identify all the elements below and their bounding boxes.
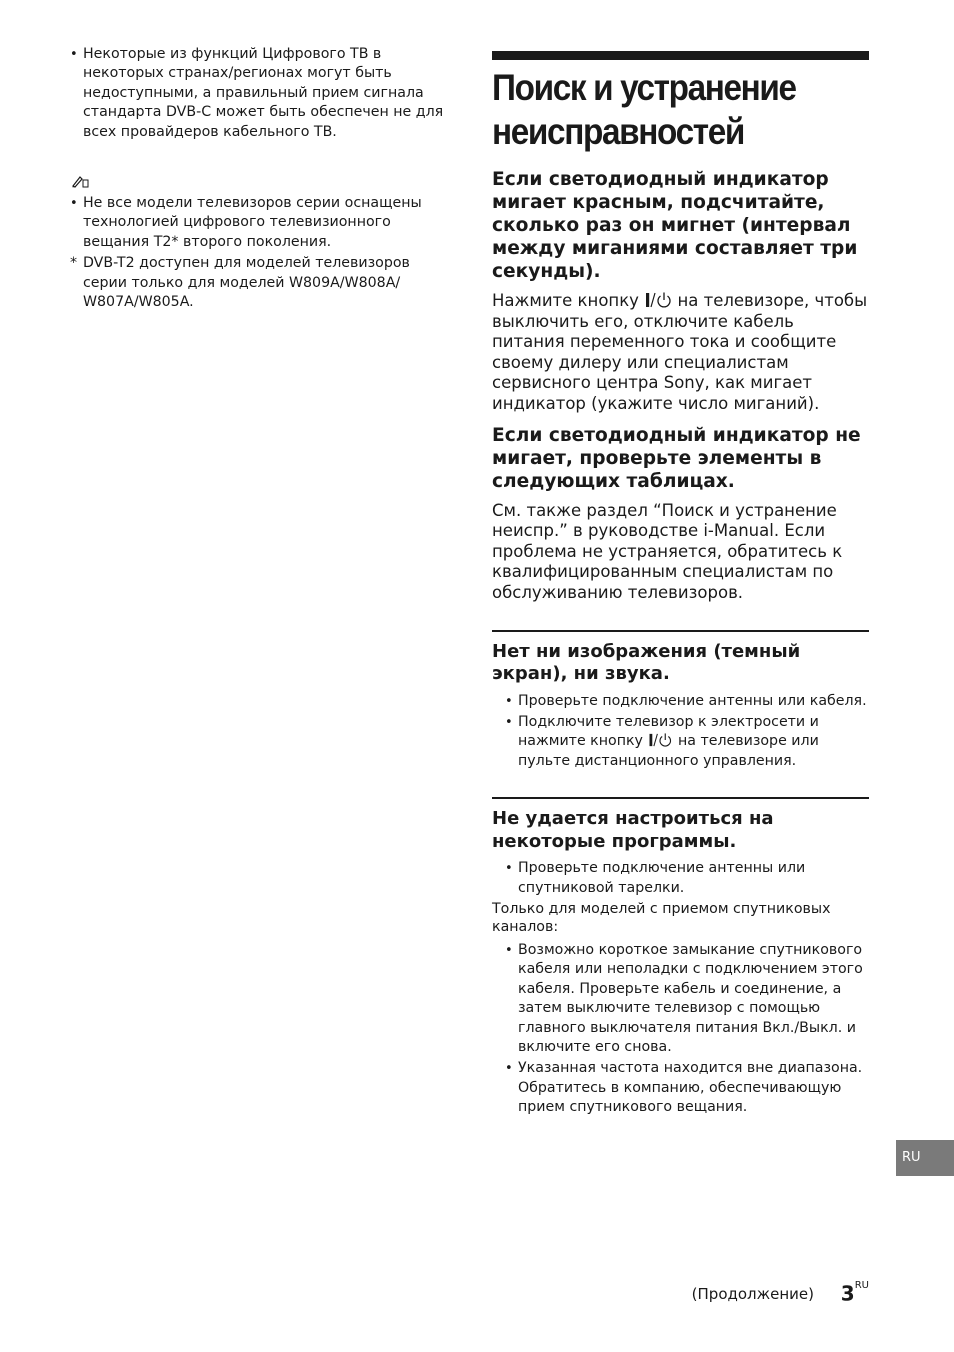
right-column <box>492 51 869 1120</box>
list-item <box>505 713 869 771</box>
list-item-text: Некоторые из функций Цифрового ТВ в некоторых странах/регионах могут быть недоступными, а правильный прием сигнала стандарта DVB-C может быть обеспечен не для всех провайдеров кабельного ТВ. <box>83 46 444 140</box>
page-footer <box>692 1280 869 1306</box>
bullet-mark: • <box>505 861 513 877</box>
list-item <box>505 941 869 1057</box>
list-item <box>505 1059 869 1117</box>
list-item-text: Не все модели телевизоров серии оснащены технологией цифрового телевизионного вещания T2* второго поколения. <box>83 195 422 250</box>
satellite-note: Только для моделей с приемом спутниковых каналов: <box>492 900 831 935</box>
list-item-text: Подключите телевизор к электросети и нажмите кнопку <box>518 713 819 750</box>
footnote <box>70 254 450 312</box>
continued-label: (Продолжение) <box>691 1284 815 1303</box>
list-item-text: на телевизоре или пульте дистанционного управления. <box>518 733 819 769</box>
noblink-text: См. также раздел “Поиск и устранение неиспр.” в руководстве i-Manual. Если проблема не устраняется, обратитесь к квалифицированным специалистам по обслуживанию телевизоров. <box>492 500 843 602</box>
footnote-text: DVB-T2 доступен для моделей телевизоров серии только для моделей W809A/W808A/ W807A/W805A. <box>83 255 410 311</box>
bullet-mark: • <box>70 196 78 212</box>
list-item <box>70 194 450 252</box>
bullet-mark: • <box>505 1061 513 1077</box>
page-number: 3 <box>840 1281 855 1306</box>
power-standby-icon <box>644 292 672 308</box>
bullet-mark: • <box>70 47 78 62</box>
noblink-heading: Если светодиодный индикатор не мигает, проверьте элементы в следующих таблицах. <box>492 424 861 492</box>
section-title: Не удается настроиться на некоторые программы. <box>492 808 774 852</box>
pencil-note-icon <box>71 174 89 188</box>
bullet-mark: • <box>505 942 513 958</box>
blink-heading: Если светодиодный индикатор мигает красным, подсчитайте, сколько раз он мигнет (интервал между миганиями составляет три секунды). <box>492 169 858 282</box>
list-item-text: Указанная частота находится вне диапазона. Обратитесь в компанию, обеспечивающую прием спутникового вещания. <box>518 1060 863 1116</box>
list-item <box>505 692 869 711</box>
bullet-mark: • <box>505 693 513 709</box>
list-item <box>70 45 450 142</box>
list-item-text: Проверьте подключение антенны или спутниковой тарелки. <box>518 860 806 896</box>
blink-text-after: на телевизоре, чтобы выключить его, отключите кабель питания переменного тока и сообщите своему дилеру или специалистам сервисного центра Sony, как мигает индикатор (укажите число миганий). <box>492 291 868 413</box>
page-number-suffix: RU <box>854 1280 869 1291</box>
power-standby-icon <box>647 733 673 747</box>
blink-text <box>492 291 869 415</box>
left-column <box>70 45 450 312</box>
section-some-channels <box>492 797 869 1117</box>
list-item-text: Возможно короткое замыкание спутникового кабеля или неполадки с подключением этого кабеля. Проверьте кабель и соединение, а затем выключите телевизор с помощью главного выключателя питания Вкл./Выкл. и включите его снова. <box>518 941 863 1055</box>
footnote-mark: * <box>70 255 78 272</box>
page-title: Поиск и устранение неисправностей <box>492 67 796 152</box>
section-no-picture <box>492 630 869 772</box>
title-rule <box>492 51 869 60</box>
list-item-text: Проверьте подключение антенны или кабеля. <box>518 692 867 709</box>
section-title: Нет ни изображения (темный экран), ни звука. <box>492 640 801 685</box>
blink-text-before: Нажмите кнопку <box>492 291 639 310</box>
bullet-mark: • <box>505 714 513 730</box>
language-tab: RU <box>896 1140 954 1176</box>
list-item <box>505 859 869 898</box>
